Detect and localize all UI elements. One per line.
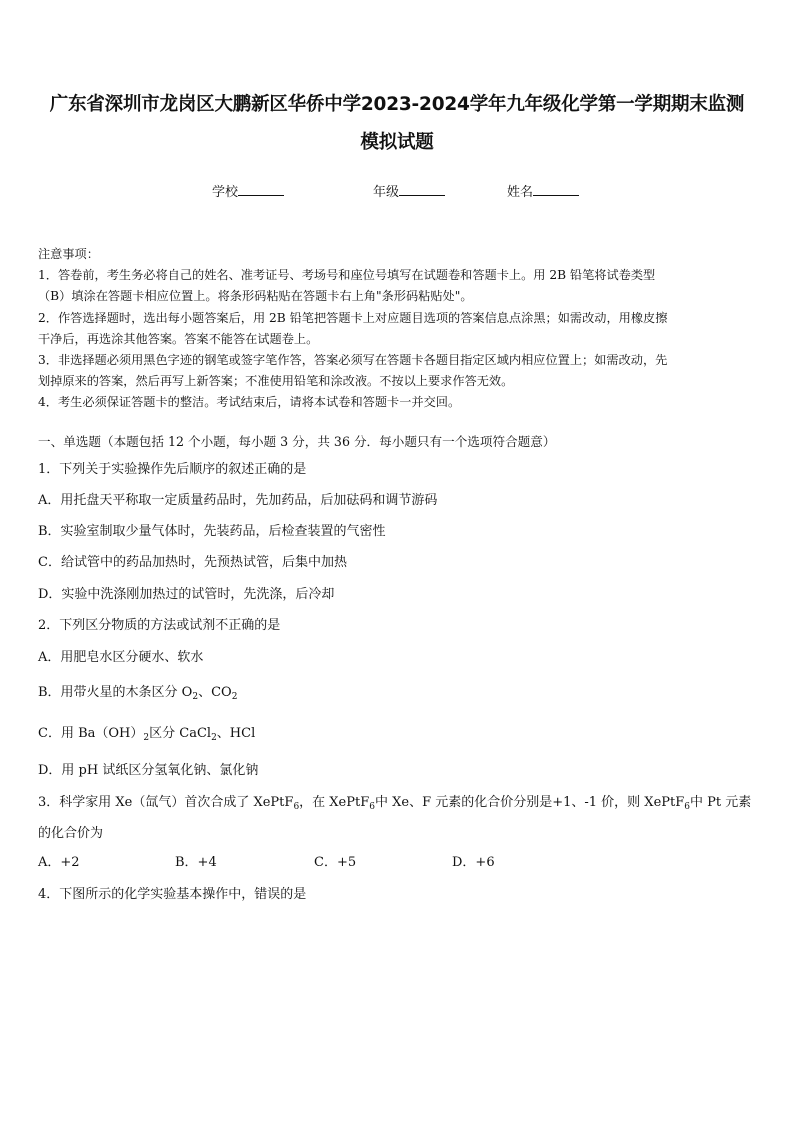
grade-field	[373, 181, 445, 200]
exam-title-line1: 广东省深圳市龙岗区大鹏新区华侨中学2023-2024学年九年级化学第一学期期末监测	[49, 94, 745, 115]
school-field	[212, 181, 284, 200]
q2-option-d: D．用 pH 试纸区分氢氧化钠、氯化钠	[38, 763, 259, 778]
q2-stem: 2．下列区分物质的方法或试剂不正确的是	[38, 618, 281, 633]
school-blank	[238, 182, 284, 196]
grade-label: 年级	[373, 185, 400, 200]
q3-option-d: D．+6	[452, 855, 495, 870]
notes-heading: 注意事项：	[38, 247, 99, 261]
student-info-row	[0, 181, 794, 203]
q2-option-a: A．用肥皂水区分硬水、软水	[38, 650, 204, 665]
q3-option-a: A．+2	[38, 855, 80, 870]
school-label: 学校	[212, 185, 239, 200]
q3-option-b: B．+4	[175, 855, 217, 870]
notes-line: 3．非选择题必须用黑色字迹的钢笔或签字笔作答，答案必须写在答题卡各题目指定区域内相应位置上；如需改动，先	[38, 353, 668, 368]
q3-option-c: C．+5	[314, 855, 357, 870]
section-heading: 一、单选题（本题包括 12 个小题，每小题 3 分，共 36 分．每小题只有一个选项符合题意）	[38, 434, 556, 449]
q1-stem: 1．下列关于实验操作先后顺序的叙述正确的是	[38, 462, 307, 477]
notes-line: 划掉原来的答案，然后再写上新答案；不准使用铅笔和涂改液。不按以上要求作答无效。	[38, 374, 514, 389]
q3-stem-line2: 的化合价为	[38, 826, 104, 841]
name-field	[507, 181, 579, 200]
exam-title-line2: 模拟试题	[360, 132, 434, 153]
q1-option-a: A．用托盘天平称取一定质量药品时，先加药品，后加砝码和调节游码	[38, 493, 438, 508]
q2-option-b: B．用带火星的木条区分 $O_2$、$CO_2$	[38, 685, 238, 702]
q3-stem-line1: 3．科学家用 Xe（氙气）首次合成了 XePtF$_6$，在 XePtF$_6$中 Xe、F 元素的化合价分别是+1、-1 价，则 XePtF$_6$中 Pt 元素	[38, 795, 752, 812]
notes-line: 2．作答选择题时，选出每小题答案后，用 2B 铅笔把答题卡上对应题目选项的答案信息点涂黑；如需改动，用橡皮擦	[38, 310, 668, 325]
notes-line: （B）填涂在答题卡相应位置上。将条形码粘贴在答题卡右上角"条形码粘贴处"。	[38, 289, 473, 304]
grade-blank	[399, 182, 445, 196]
name-label: 姓名	[507, 185, 534, 200]
q4-stem: 4．下图所示的化学实验基本操作中，错误的是	[38, 887, 307, 902]
q1-option-b: B．实验室制取少量气体时，先装药品，后检查装置的气密性	[38, 524, 386, 539]
q1-option-d: D．实验中洗涤刚加热过的试管时，先洗涤，后冷却	[38, 587, 335, 602]
name-blank	[533, 182, 579, 196]
notes-line: 干净后，再选涂其他答案。答案不能答在试题卷上。	[38, 331, 319, 346]
q3-options	[38, 851, 638, 873]
notes-block	[38, 244, 760, 414]
notes-line: 1．答卷前，考生务必将自己的姓名、准考证号、考场号和座位号填写在试题卷和答题卡上。用 2B 铅笔将试卷类型	[38, 268, 656, 283]
q2-option-c: C．用 $Ba(OH)_2$区分 CaCl$_2$、HCl	[38, 726, 256, 743]
q1-option-c: C．给试管中的药品加热时，先预热试管，后集中加热	[38, 555, 347, 570]
notes-line: 4．考生必须保证答题卡的整洁。考试结束后，请将本试卷和答题卡一并交回。	[38, 395, 461, 410]
